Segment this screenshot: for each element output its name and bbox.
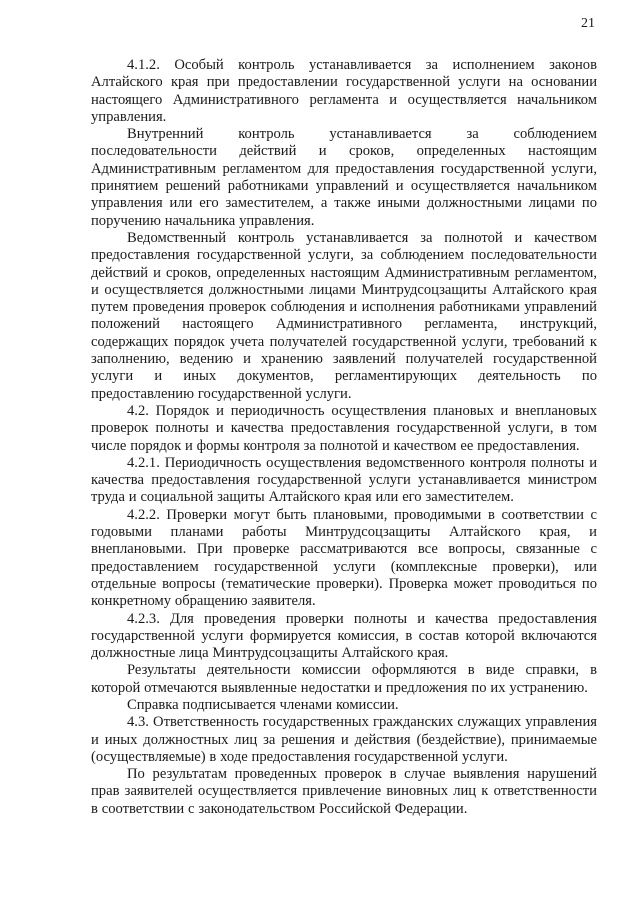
document-body [91,57,597,818]
paragraph-report-signed: Справка подписывается членами комиссии. [127,696,399,713]
paragraph-4-1-2: 4.1.2. Особый контроль устанавливается за исполнением законов Алтайского края при предоставлении государственной услуги на основании настоящего Административного регламента и осуществляется начальником управления. [91,57,597,125]
paragraph-internal-control: Внутренний контроль устанавливается за соблюдением последовательности действий и сроков, определенных настоящим Административным регламентом для предоставления государственной услуги, принятием решений работниками управлений и осуществляется начальником управления или его заместителем, а также иными должностными лицами по поручению начальника управления. [91,126,597,229]
paragraph-departmental-control: Ведомственный контроль устанавливается за полнотой и качеством предоставления государственной услуги, за соблюдением последовательности действий и сроков, определенных настоящим Административным регламентом, и осуществляется должностными лицами Минтрудсоцзащиты Алтайского края путем проведения проверок соблюдения и исполнения работниками управлений положений настоящего Административного регламента, инструкций, содержащих порядок учета получателей государственной услуги, требований к заполнению, ведению и хранению заявлений получателей государственной услуги и иных документов, регламентирующих деятельность по предоставлению государственной услуги. [91,229,597,402]
paragraph-4-2: 4.2. Порядок и периодичность осуществления плановых и внеплановых проверок полноты и качества предоставления государственной услуги, в том числе порядок и формы контроля за полнотой и качеством ее предоставления. [91,402,597,454]
paragraph-4-2-2: 4.2.2. Проверки могут быть плановыми, проводимыми в соответствии с годовыми планами работы Минтрудсоцзащиты Алтайского края, и внеплановыми. При проверке рассматриваются все вопросы, связанные с предоставлением государственной услуги (комплексные проверки), или отдельные вопросы (тематические проверки). Проверка может проводиться по конкретному обращению заявителя. [91,506,597,610]
paragraph-4-3: 4.3. Ответственность государственных гражданских служащих управления и иных должностных лиц за решения и действия (бездействие), принимаемые (осуществляемые) в ходе предоставления государственной услуги. [91,714,597,765]
page-number: 21 [581,16,595,31]
paragraph-violations-liability: По результатам проведенных проверок в случае выявления нарушений прав заявителей осуществляется привлечение виновных лиц к ответственности в соответствии с законодательством Российской Федерации. [91,766,597,817]
paragraph-commission-results: Результаты деятельности комиссии оформляются в виде справки, в которой отмечаются выявленные недостатки и предложения по их устранению. [91,662,597,696]
paragraph-4-2-3: 4.2.3. Для проведения проверки полноты и качества предоставления государственной услуги формируется комиссия, в состав которой включаются должностные лица Минтрудсоцзащиты Алтайского края. [91,610,597,662]
paragraph-4-2-1: 4.2.1. Периодичность осуществления ведомственного контроля полноты и качества предоставления государственной услуги устанавливается министром труда и социальной защиты Алтайского края или его заместителем. [91,454,597,506]
